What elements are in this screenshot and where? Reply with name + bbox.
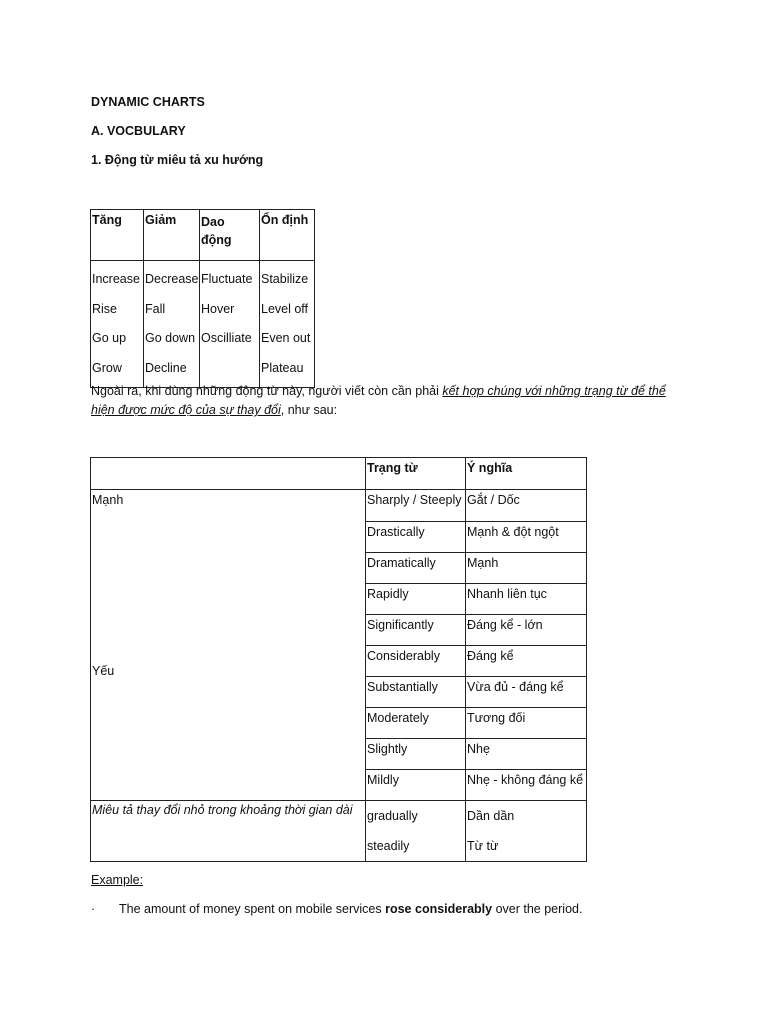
header-cell: Giảm	[144, 210, 200, 261]
decrease-column: Decrease Fall Go down Decline	[144, 261, 200, 388]
bullet: ·	[91, 902, 96, 916]
adverb-cell: Dramatically	[366, 553, 466, 584]
adverbs-table	[90, 457, 587, 862]
group-strong: Mạnh	[92, 493, 124, 507]
page-title: DYNAMIC CHARTS	[91, 95, 205, 109]
meaning-cell: Nhẹ - không đáng kể	[466, 770, 587, 801]
verbs-table	[90, 209, 315, 388]
header-cell-empty	[91, 458, 366, 490]
adverb-cell: Drastically	[366, 522, 466, 553]
adverb-cell: Moderately	[366, 708, 466, 739]
adverb-cell: Sharply / Steeply	[366, 490, 466, 522]
header-cell-adverb: Trạng từ	[366, 458, 466, 490]
meaning-cell: Mạnh	[466, 553, 587, 584]
adverb-cell: Substantially	[366, 677, 466, 708]
group-weak: Yếu	[92, 664, 115, 678]
meaning-cell: Mạnh & đột ngột	[466, 522, 587, 553]
section-heading: A. VOCBULARY	[91, 124, 186, 138]
meaning-cell: Đáng kể - lớn	[466, 615, 587, 646]
header-cell: Ổn định	[260, 210, 315, 261]
meaning-cell: Nhẹ	[466, 739, 587, 770]
header-cell: Dao động	[200, 210, 260, 261]
subsection-heading: 1. Động từ miêu tả xu hướng	[91, 153, 264, 167]
meaning-cell: Vừa đủ - đáng kể	[466, 677, 587, 708]
meaning-cell: Gắt / Dốc	[466, 490, 587, 522]
meaning-cell: Nhanh liên tục	[466, 584, 587, 615]
adverb-cell: Rapidly	[366, 584, 466, 615]
intensity-group-cell	[91, 490, 366, 801]
example-sentence: · The amount of money spent on mobile services rose considerably over the period.	[91, 902, 583, 916]
meaning-cell: Dần dần Từ từ	[466, 801, 587, 862]
adverb-cell: Significantly	[366, 615, 466, 646]
header-cell: Tăng	[91, 210, 144, 261]
meaning-cell: Tương đối	[466, 708, 587, 739]
adverb-cell: Slightly	[366, 739, 466, 770]
adverb-cell: Mildly	[366, 770, 466, 801]
gradual-group-cell: Miêu tả thay đổi nhỏ trong khoảng thời gian dài	[91, 801, 366, 862]
increase-column: Increase Rise Go up Grow	[91, 261, 144, 388]
header-cell-meaning: Ý nghĩa	[466, 458, 587, 490]
fluctuate-column: Fluctuate Hover Oscilliate	[200, 261, 260, 388]
adverb-cell: gradually steadily	[366, 801, 466, 862]
meaning-cell: Đáng kể	[466, 646, 587, 677]
stabilize-column: Stabilize Level off Even out Plateau	[260, 261, 315, 388]
adverb-cell: Considerably	[366, 646, 466, 677]
example-label: Example:	[91, 873, 144, 887]
intro-paragraph: Ngoài ra, khi dùng những động từ này, người viết còn cần phải kết hợp chúng với những trạng từ để thể hiện được mức độ của sự thay đổi, như sau:	[91, 384, 666, 417]
